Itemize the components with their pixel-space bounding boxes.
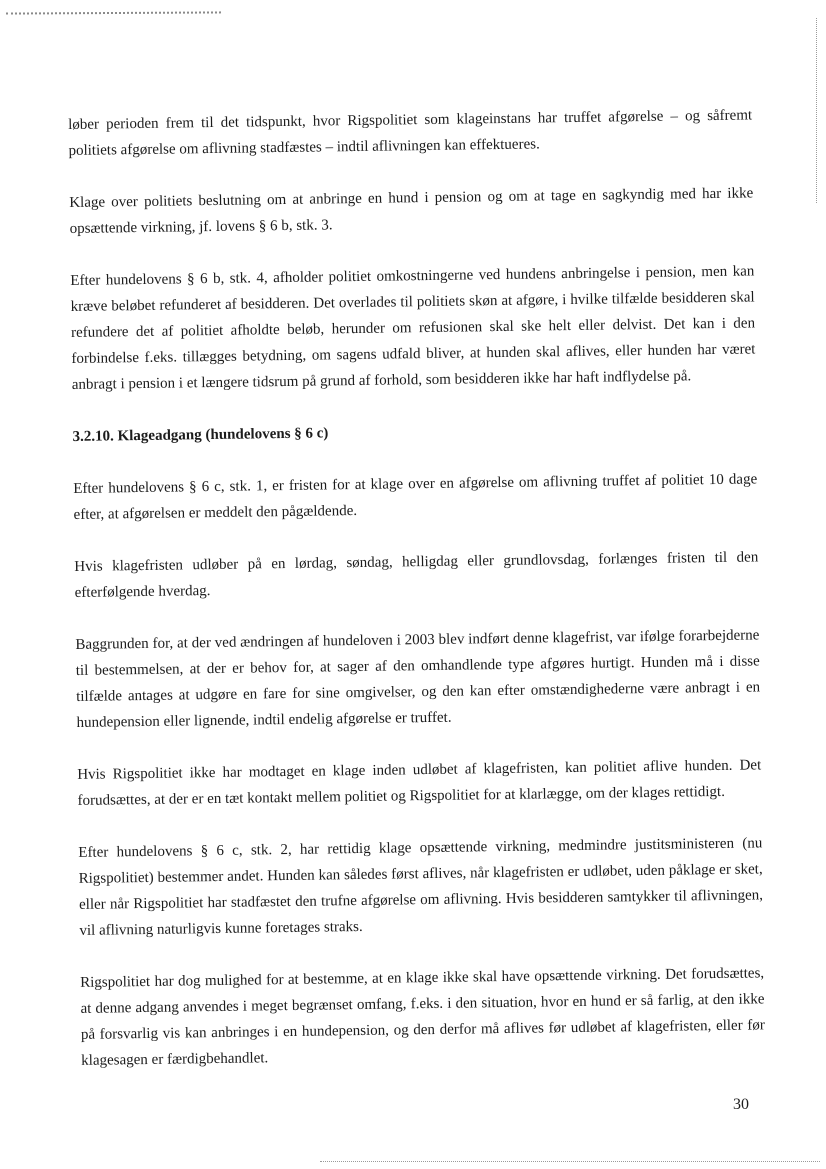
paragraph-no-complaint: Hvis Rigspolitiet ikke har modtaget en klage inden udløbet af klagefristen, kan politiet aflive hunden. Det forudsættes, at der er en tæt kontakt mellem politiet og Rigspolitiet for at klarlægge, om der klages rettidigt. <box>77 757 762 809</box>
paragraph-complaint-pension: Klage over politiets beslutning om at anbringe en hund i pension og om at tage en sagkyndig med har ikke opsættende virkning, jf. lovens § 6 b, stk. 3. <box>69 185 754 237</box>
scan-edge-artifact-bottom <box>320 1161 820 1162</box>
section-heading: 3.2.10. Klageadgang (hundelovens § 6 c) <box>72 425 329 445</box>
paragraph-pension-costs: Efter hundelovens § 6 b, stk. 4, afholder politiet omkostningerne ved hundens anbringelse i pension, men kan kræve beløbet refunderet af besidderen. Det overlades til politiets skøn at afgøre, i hvilke tilfælde besidderen skal refundere det af politiet afholdte beløb, herunder om refusionen skal ske helt eller delvist. Det kan i den forbindelse f.eks. tillægges betydning, om sagens udfald bliver, at hunden skal aflives, eller hunden har været anbragt i pension i et længere tidsrum på grund af forhold, som besidderen ikke har haft indflydelse på. <box>70 263 756 393</box>
page-number: 30 <box>733 1096 749 1113</box>
paragraph-exception: Rigspolitiet har dog mulighed for at bestemme, at en klage ikke skal have opsættende virkning. Det forudsættes, at denne adgang anvendes i meget begrænset omfang, f.eks. i den situation, hvor en hund er så farlig, at den ikke på forsvarlig vis kan anbringes i en hundepension, og den derfor må aflives før udløbet af klagefristen, eller før klagesagen er færdigbehandlet. <box>80 965 765 1069</box>
paragraph-continuation: løber perioden frem til det tidspunkt, hvor Rigspolitiet som klageinstans har truffet afgørelse – og såfremt politiets afgørelse om aflivning stadfæstes – indtil aflivningen kan effektueres. <box>68 107 753 159</box>
paragraph-appeal-deadline: Efter hundelovens § 6 c, stk. 1, er fristen for at klage over en afgørelse om aflivning truffet af politiet 10 dage efter, at afgørelsen er meddelt den pågældende. <box>73 471 758 523</box>
scan-edge-artifact-right <box>816 18 817 203</box>
scan-edge-artifact-top <box>6 11 221 14</box>
document-body <box>68 102 765 1073</box>
paragraph-background: Baggrunden for, at der ved ændringen af hundeloven i 2003 blev indført denne klagefrist, var ifølge forarbejderne til bestemmelsen, at der er behov for, at sager af den omhandlende type afgøres hurtigt. Hunden må i disse tilfælde antages at udgøre en fare for sine omgivelser, og den kan efter omstændighederne være anbragt i en hundepension eller lignende, indtil endelig afgørelse er truffet. <box>75 627 761 731</box>
paragraph-suspensive-effect: Efter hundelovens § 6 c, stk. 2, har rettidig klage opsættende virkning, medmindre justitsministeren (nu Rigspolitiet) bestemmer andet. Hunden kan således først aflives, når klagefristen er udløbet, uden påklage er sket, eller når Rigspolitiet har stadfæstet den trufne afgørelse om aflivning. Hvis besidderen samtykker til aflivningen, vil aflivning naturligvis kunne foretages straks. <box>78 835 764 939</box>
paragraph-deadline-extension: Hvis klagefristen udløber på en lørdag, søndag, helligdag eller grundlovsdag, forlænges fristen til den efterfølgende hverdag. <box>74 549 759 601</box>
